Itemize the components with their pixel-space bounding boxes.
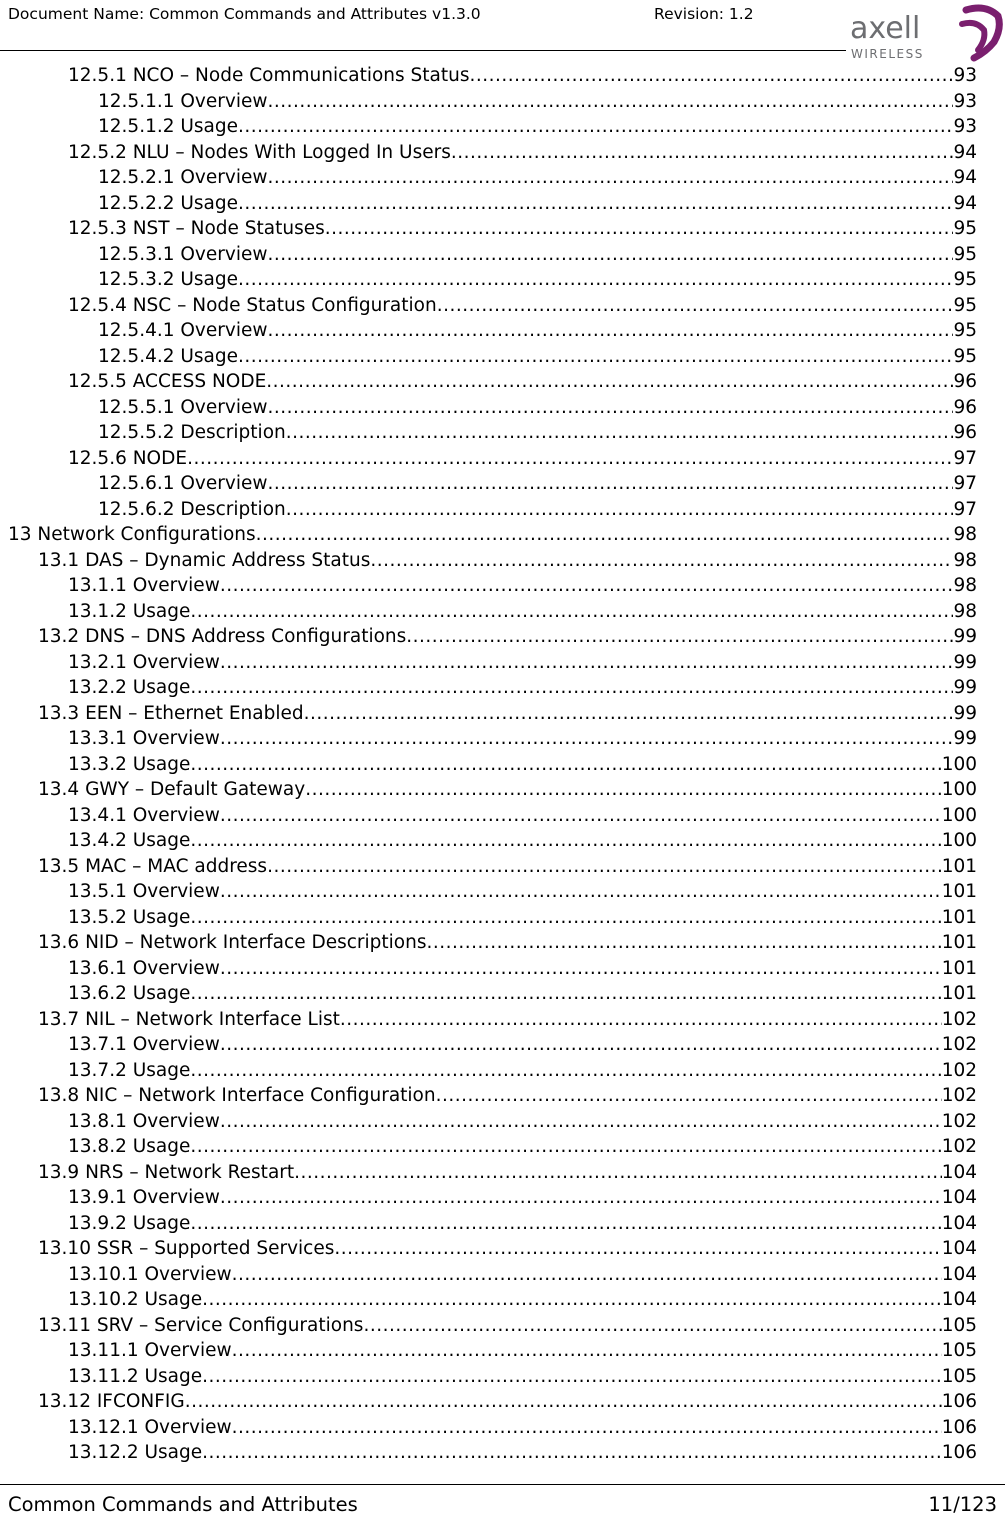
toc-dot-leader <box>190 675 953 701</box>
toc-dot-leader <box>437 293 954 319</box>
toc-dot-leader <box>220 1032 942 1058</box>
toc-entry[interactable] <box>0 675 1005 701</box>
toc-entry-page: 96 <box>953 396 977 418</box>
toc-entry-title: 12.5.4 NSC – Node Status Configuration <box>68 294 437 316</box>
toc-entry[interactable] <box>0 1185 1005 1211</box>
toc-dot-leader <box>370 548 953 574</box>
toc-entry-page: 105 <box>941 1365 977 1387</box>
toc-entry-title: 13.9 NRS – Network Restart <box>38 1161 295 1183</box>
toc-entry[interactable] <box>0 1032 1005 1058</box>
toc-entry-title: 13.11.2 Usage <box>68 1365 203 1387</box>
toc-dot-leader <box>190 828 941 854</box>
toc-entry-title: 13.3.1 Overview <box>68 728 220 749</box>
toc-entry-title: 13.12.2 Usage <box>68 1442 203 1463</box>
toc-dot-leader <box>267 165 953 191</box>
toc-entry[interactable] <box>0 395 1005 421</box>
toc-entry[interactable] <box>0 624 1005 650</box>
toc-dot-leader <box>190 752 941 778</box>
toc-entry-title: 12.5.1.2 Usage <box>98 116 239 137</box>
toc-entry-page: 102 <box>941 1059 977 1081</box>
toc-entry-page: 101 <box>941 906 977 928</box>
toc-entry[interactable] <box>0 446 1005 472</box>
toc-entry-title: 12.5.6.2 Description <box>98 498 286 520</box>
toc-dot-leader <box>334 1236 941 1262</box>
toc-dot-leader <box>220 650 954 676</box>
toc-entry-title: 13.5 MAC – MAC address <box>38 855 268 877</box>
toc-entry[interactable] <box>0 1236 1005 1262</box>
toc-entry-title: 13.2.1 Overview <box>68 651 220 673</box>
toc-entry-title: 12.5.6.1 Overview <box>98 473 268 494</box>
toc-entry[interactable] <box>0 1415 1005 1441</box>
toc-entry-page: 101 <box>941 855 977 877</box>
header-divider <box>0 50 846 51</box>
toc-entry[interactable] <box>0 1440 1005 1466</box>
toc-entry-page: 95 <box>953 320 977 341</box>
toc-entry-title: 13.1.1 Overview <box>68 575 220 596</box>
toc-dot-leader <box>190 1134 941 1160</box>
toc-dot-leader <box>286 497 954 523</box>
toc-entry-title: 13.10 SSR – Supported Services <box>38 1238 335 1259</box>
toc-dot-leader <box>187 446 953 472</box>
toc-entry-page: 99 <box>953 677 977 698</box>
toc-dot-leader <box>220 956 942 982</box>
toc-entry-page: 99 <box>953 728 977 749</box>
toc-entry[interactable] <box>0 573 1005 599</box>
toc-entry[interactable] <box>0 114 1005 140</box>
toc-entry-title: 13.3.2 Usage <box>68 753 191 775</box>
toc-entry-title: 12.5.2.1 Overview <box>98 167 268 188</box>
toc-entry[interactable] <box>0 1338 1005 1364</box>
toc-entry-page: 98 <box>953 524 977 545</box>
toc-entry-page: 101 <box>941 983 977 1004</box>
toc-entry[interactable] <box>0 318 1005 344</box>
toc-entry-page: 94 <box>953 141 977 163</box>
toc-entry[interactable] <box>0 344 1005 370</box>
toc-dot-leader <box>470 63 954 89</box>
toc-entry[interactable] <box>0 828 1005 854</box>
toc-entry[interactable] <box>0 930 1005 956</box>
toc-entry[interactable] <box>0 548 1005 574</box>
toc-entry-page: 104 <box>941 1187 977 1208</box>
toc-entry-page: 104 <box>941 1161 977 1183</box>
toc-entry[interactable] <box>0 1160 1005 1186</box>
toc-entry-title: 13.7 NIL – Network Interface List <box>38 1008 340 1030</box>
toc-dot-leader <box>267 89 953 115</box>
toc-entry-title: 12.5.4.2 Usage <box>98 345 239 367</box>
toc-entry-title: 13.1.2 Usage <box>68 600 191 622</box>
toc-entry-title: 13.8 NIC – Network Interface Configuration <box>38 1085 436 1106</box>
toc-entry-page: 94 <box>953 192 977 214</box>
toc-entry[interactable] <box>0 650 1005 676</box>
toc-entry-title: 12.5.3.1 Overview <box>98 243 268 265</box>
toc-dot-leader <box>220 1185 942 1211</box>
toc-entry-title: 13.5.1 Overview <box>68 881 220 902</box>
logo-subtext: WIRELESS <box>851 47 924 61</box>
toc-entry-title: 13.9.1 Overview <box>68 1187 220 1208</box>
toc-dot-leader <box>220 726 954 752</box>
toc-entry-title: 13.10.1 Overview <box>68 1263 232 1285</box>
footer-divider <box>0 1484 1005 1485</box>
toc-entry[interactable] <box>0 726 1005 752</box>
toc-entry-title: 12.5.1.1 Overview <box>98 90 268 112</box>
toc-entry-page: 97 <box>953 498 977 520</box>
toc-entry[interactable] <box>0 1007 1005 1033</box>
toc-entry-title: 12.5.5 ACCESS NODE <box>68 371 267 392</box>
toc-entry-page: 101 <box>941 932 977 953</box>
toc-entry-page: 98 <box>953 549 977 571</box>
toc-dot-leader <box>340 1007 942 1033</box>
revision-label: Revision: 1.2 <box>654 5 754 23</box>
toc-entry-page: 102 <box>941 1085 977 1106</box>
toc-dot-leader <box>220 1109 942 1135</box>
toc-entry[interactable] <box>0 854 1005 880</box>
toc-entry[interactable] <box>0 1262 1005 1288</box>
toc-entry-title: 12.5.6 NODE <box>68 447 188 469</box>
toc-dot-leader <box>256 522 954 548</box>
table-of-contents <box>0 63 1005 1466</box>
toc-entry-title: 13.10.2 Usage <box>68 1289 203 1310</box>
toc-entry-page: 95 <box>953 269 977 290</box>
toc-entry[interactable] <box>0 471 1005 497</box>
toc-entry-title: 12.5.2.2 Usage <box>98 192 239 214</box>
toc-entry-page: 96 <box>953 422 977 443</box>
toc-entry-page: 95 <box>953 294 977 316</box>
toc-entry[interactable] <box>0 981 1005 1007</box>
toc-entry-title: 13.2 DNS – DNS Address Configurations <box>38 626 407 647</box>
toc-dot-leader <box>294 1160 942 1186</box>
toc-dot-leader <box>190 599 953 625</box>
toc-entry[interactable] <box>0 905 1005 931</box>
logo-wordmark: axell <box>850 11 921 46</box>
toc-entry[interactable] <box>0 420 1005 446</box>
toc-dot-leader <box>304 701 954 727</box>
toc-entry[interactable] <box>0 191 1005 217</box>
toc-dot-leader <box>406 624 953 650</box>
toc-entry[interactable] <box>0 369 1005 395</box>
toc-entry-page: 93 <box>953 65 977 86</box>
toc-dot-leader <box>426 930 941 956</box>
toc-entry-title: 13.8.2 Usage <box>68 1136 191 1157</box>
toc-dot-leader <box>266 369 953 395</box>
toc-dot-leader <box>238 344 953 370</box>
toc-dot-leader <box>190 981 941 1007</box>
toc-dot-leader <box>267 854 942 880</box>
toc-entry-title: 13.4.1 Overview <box>68 804 220 826</box>
toc-dot-leader <box>220 573 954 599</box>
toc-entry-title: 13.1 DAS – Dynamic Address Status <box>38 549 371 571</box>
toc-entry-page: 99 <box>953 651 977 673</box>
toc-entry-page: 105 <box>941 1314 977 1336</box>
toc-entry[interactable] <box>0 701 1005 727</box>
toc-dot-leader <box>232 1415 942 1441</box>
toc-entry[interactable] <box>0 1313 1005 1339</box>
toc-entry[interactable] <box>0 599 1005 625</box>
toc-entry-page: 97 <box>953 447 977 469</box>
toc-entry-page: 96 <box>953 371 977 392</box>
toc-entry[interactable] <box>0 879 1005 905</box>
toc-entry-page: 99 <box>953 626 977 647</box>
toc-dot-leader <box>185 1389 942 1415</box>
toc-entry[interactable] <box>0 267 1005 293</box>
toc-dot-leader <box>267 395 953 421</box>
page-header <box>0 0 1005 61</box>
document-name: Document Name: Common Commands and Attributes v1.3.0 <box>8 5 481 23</box>
toc-entry-page: 95 <box>953 218 977 239</box>
toc-entry-title: 13.3 EEN – Ethernet Enabled <box>38 702 304 724</box>
toc-dot-leader <box>286 420 954 446</box>
toc-entry-page: 102 <box>941 1008 977 1030</box>
toc-entry[interactable] <box>0 522 1005 548</box>
toc-entry-page: 102 <box>941 1110 977 1132</box>
toc-entry[interactable] <box>0 89 1005 115</box>
toc-entry-title: 13.12.1 Overview <box>68 1416 232 1438</box>
toc-dot-leader <box>238 267 953 293</box>
toc-entry[interactable] <box>0 293 1005 319</box>
toc-entry-title: 13.7.2 Usage <box>68 1059 191 1081</box>
toc-entry-page: 93 <box>953 116 977 137</box>
toc-entry-page: 102 <box>941 1034 977 1055</box>
toc-entry[interactable] <box>0 777 1005 803</box>
toc-entry-title: 13.2.2 Usage <box>68 677 191 698</box>
toc-entry-page: 98 <box>953 600 977 622</box>
toc-entry-page: 93 <box>953 90 977 112</box>
toc-entry-title: 12.5.5.1 Overview <box>98 396 268 418</box>
toc-entry[interactable] <box>0 956 1005 982</box>
toc-dot-leader <box>267 242 953 268</box>
toc-dot-leader <box>267 318 953 344</box>
toc-dot-leader <box>202 1440 942 1466</box>
toc-entry-page: 101 <box>941 957 977 979</box>
toc-entry-title: 13.7.1 Overview <box>68 1034 220 1055</box>
toc-entry-page: 95 <box>953 345 977 367</box>
toc-dot-leader <box>436 1083 942 1109</box>
toc-entry[interactable] <box>0 165 1005 191</box>
toc-entry-page: 98 <box>953 575 977 596</box>
toc-dot-leader <box>190 905 941 931</box>
toc-entry-page: 106 <box>941 1391 977 1412</box>
toc-entry[interactable] <box>0 140 1005 166</box>
toc-dot-leader <box>220 803 942 829</box>
toc-entry-title: 12.5.5.2 Description <box>98 422 286 443</box>
toc-dot-leader <box>267 471 953 497</box>
toc-entry-title: 13.12 IFCONFIG <box>38 1391 185 1412</box>
toc-entry-page: 99 <box>953 702 977 724</box>
toc-dot-leader <box>238 191 953 217</box>
toc-entry-title: 13.11.1 Overview <box>68 1340 232 1361</box>
footer-page-number: 11/123 <box>928 1493 997 1516</box>
toc-entry-title: 13.6.2 Usage <box>68 983 191 1004</box>
toc-entry[interactable] <box>0 242 1005 268</box>
toc-entry-page: 97 <box>953 473 977 494</box>
toc-dot-leader <box>190 1058 941 1084</box>
toc-dot-leader <box>363 1313 941 1339</box>
toc-entry[interactable] <box>0 216 1005 242</box>
toc-entry-title: 13.6.1 Overview <box>68 957 220 979</box>
toc-entry-page: 94 <box>953 167 977 188</box>
toc-entry-title: 13.6 NID – Network Interface Descriptions <box>38 932 427 953</box>
toc-entry-page: 104 <box>941 1263 977 1285</box>
toc-entry-page: 104 <box>941 1238 977 1259</box>
axell-wireless-logo <box>846 0 1005 64</box>
toc-entry-page: 105 <box>941 1340 977 1361</box>
toc-entry-title: 13.8.1 Overview <box>68 1110 220 1132</box>
toc-entry[interactable] <box>0 752 1005 778</box>
toc-entry[interactable] <box>0 1287 1005 1313</box>
toc-entry[interactable] <box>0 1083 1005 1109</box>
toc-dot-leader <box>232 1262 942 1288</box>
toc-entry-title: 12.5.2 NLU – Nodes With Logged In Users <box>68 141 451 163</box>
toc-dot-leader <box>190 1211 941 1237</box>
toc-entry-page: 106 <box>941 1442 977 1463</box>
toc-entry-page: 100 <box>941 779 977 800</box>
toc-entry[interactable] <box>0 1364 1005 1390</box>
toc-entry[interactable] <box>0 1389 1005 1415</box>
footer-title: Common Commands and Attributes <box>8 1493 358 1516</box>
toc-dot-leader <box>202 1287 942 1313</box>
toc-dot-leader <box>451 140 954 166</box>
toc-entry-title: 13.4 GWY – Default Gateway <box>38 779 306 800</box>
toc-entry-page: 104 <box>941 1289 977 1310</box>
toc-entry-page: 104 <box>941 1212 977 1234</box>
toc-entry[interactable] <box>0 63 1005 89</box>
toc-entry-title: 12.5.3 NST – Node Statuses <box>68 218 325 239</box>
toc-entry-page: 106 <box>941 1416 977 1438</box>
toc-entry[interactable] <box>0 1211 1005 1237</box>
toc-entry-title: 13.9.2 Usage <box>68 1212 191 1234</box>
toc-entry-page: 100 <box>941 830 977 851</box>
toc-entry-page: 95 <box>953 243 977 265</box>
toc-entry[interactable] <box>0 1134 1005 1160</box>
toc-entry-title: 13.4.2 Usage <box>68 830 191 851</box>
toc-entry-title: 12.5.3.2 Usage <box>98 269 239 290</box>
toc-entry-title: 12.5.1 NCO – Node Communications Status <box>68 65 470 86</box>
toc-entry-page: 100 <box>941 804 977 826</box>
toc-entry[interactable] <box>0 1109 1005 1135</box>
toc-entry-title: 13.11 SRV – Service Configurations <box>38 1314 364 1336</box>
toc-dot-leader <box>325 216 954 242</box>
toc-entry-page: 100 <box>941 753 977 775</box>
toc-entry-title: 13.5.2 Usage <box>68 906 191 928</box>
toc-dot-leader <box>202 1364 942 1390</box>
toc-entry-page: 101 <box>941 881 977 902</box>
toc-entry-title: 12.5.4.1 Overview <box>98 320 268 341</box>
toc-entry-page: 102 <box>941 1136 977 1157</box>
logo-swoosh-inner-icon <box>962 23 984 50</box>
toc-entry[interactable] <box>0 803 1005 829</box>
toc-dot-leader <box>305 777 941 803</box>
toc-entry[interactable] <box>0 1058 1005 1084</box>
toc-entry[interactable] <box>0 497 1005 523</box>
toc-dot-leader <box>238 114 953 140</box>
toc-dot-leader <box>232 1338 942 1364</box>
toc-entry-title: 13 Network Configurations <box>8 524 256 545</box>
toc-dot-leader <box>220 879 942 905</box>
